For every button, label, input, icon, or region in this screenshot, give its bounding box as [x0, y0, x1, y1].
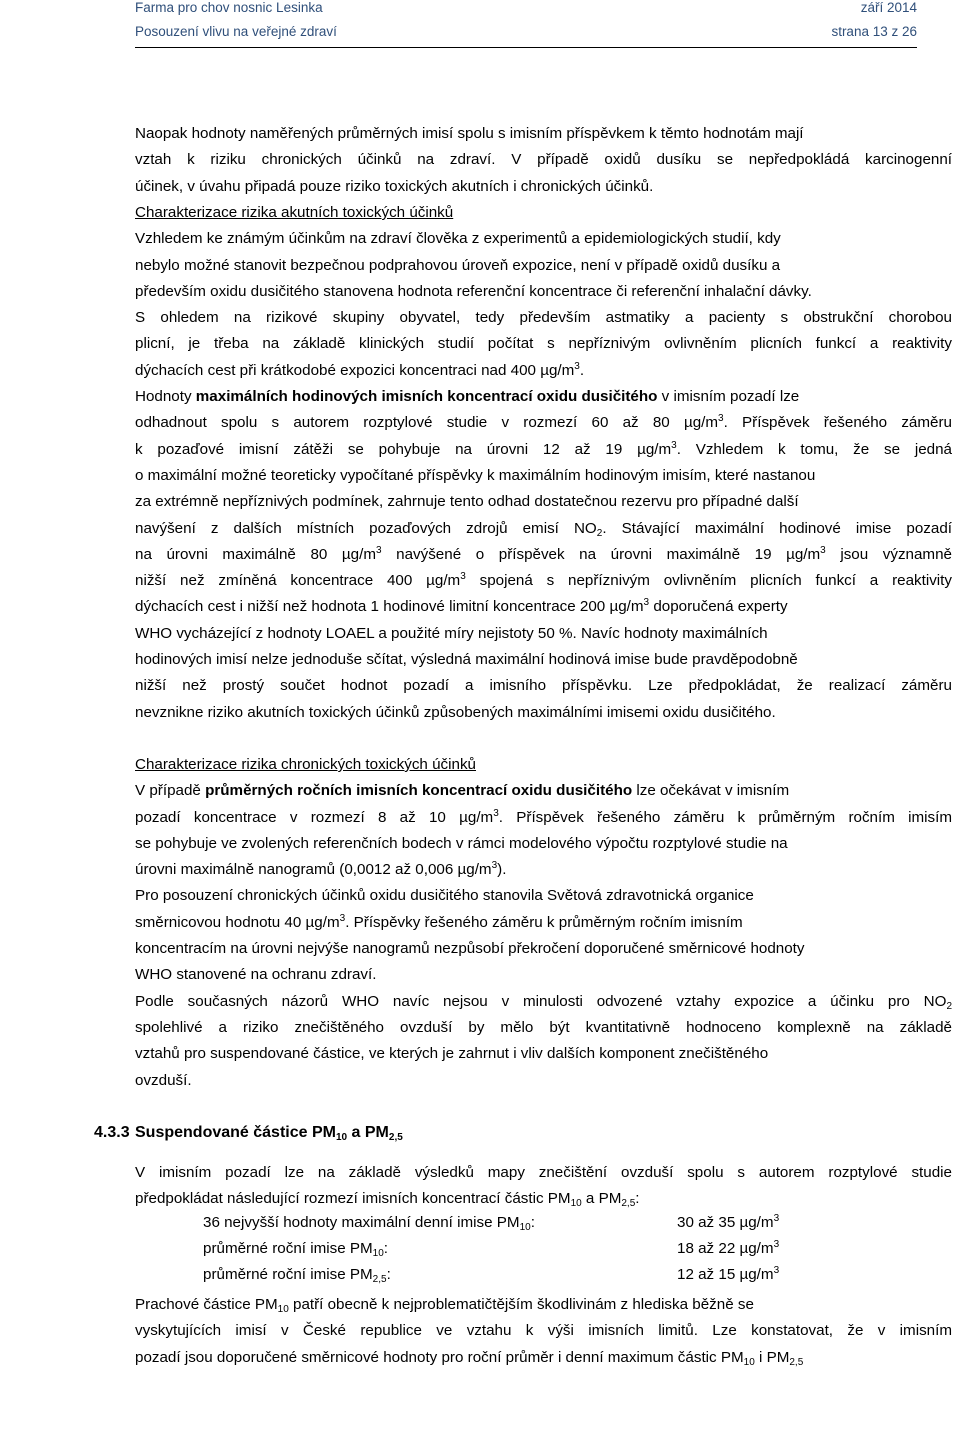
text-line: na úrovni maximálně 80 $\mu g/m^3$ navýšené o příspěvek na úrovni maximálně 19 $\mu g/m^3$ jsou významně [135, 544, 952, 563]
text-line: V případě průměrných ročních imisních koncentrací oxidu dusičitého lze očekávat v imisním [135, 782, 790, 800]
text-line: Podle současných názorů WHO navíc nejsou v minulosti odvozené vztahy expozice a účinku pro $NO_2$ [135, 992, 952, 1012]
page-number: strana 13 z 26 [831, 24, 917, 39]
text-line: odhadnout spolu s autorem rozptylové studie v rozmezí 60 až 80 $\mu g/m^3$. Příspěvek řešeného záměru [135, 413, 952, 432]
text-line: vyskytujících imisí v České republice ve vztahu k výši imisních limitů. Lze konstatovat, že v imisním [135, 1322, 952, 1340]
text-line: za extrémně nepříznivých podmínek, zahrnuje tento odhad dostatečnou rezervu pro případné další [135, 493, 799, 511]
chronic-risk-section [135, 752, 952, 1094]
text-line: WHO vycházející z hodnoty LOAEL a použité míry nejistoty 50 %. Navíc hodnoty maximálních [135, 624, 768, 642]
text-line: Naopak hodnoty naměřených průměrných imisí spolu s imisním příspěvkem k těmto hodnotám mají [135, 125, 804, 142]
acute-risk-section [135, 200, 952, 726]
text-line: především oxidu dusičitého stanovena hodnota referenční koncentrace či referenční inhalační dávky. [135, 282, 812, 300]
text-line: koncentracím na úrovni nejvýše nanogramů nezpůsobí překročení doporučené směrnicové hodnoty [135, 940, 805, 958]
text-line: k pozaďové imisní zátěži se pohybuje na úrovni 12 až 19 $\mu g/m^3$. Vzhledem k tomu, že se jedná [135, 439, 952, 458]
text-line: S ohledem na rizikové skupiny obyvatel, tedy především astmatiky a pacienty s obstrukční chorobou [135, 309, 952, 327]
document-title: Farma pro chov nosnic Lesinka [135, 0, 323, 15]
text-line: Pro posouzení chronických účinků oxidu dusičitého stanovila Světová zdravotnická organice [135, 887, 754, 905]
running-header-top [135, 0, 917, 15]
text-line: vztah k riziku chronických účinků na zdraví. V případě oxidů dusíku se nepředpokládá karcinogenní [135, 151, 952, 169]
text-line: se pohybuje ve zvolených referenčních bodech v rámci modelového výpočtu rozptylové studie na [135, 834, 788, 852]
document-date: září 2014 [860, 0, 917, 15]
text-line: směrnicovou hodnotu 40 $\mu g/m^3$. Příspěvky řešeného záměru k průměrným ročním imisním [135, 912, 743, 931]
list-item-value: 18 až 22 $\mu g/m^3$ [677, 1239, 780, 1257]
text-line: nebylo možné stanovit bezpečnou podprahovou úroveň expozice, není v případě oxidů dusíku a [135, 256, 781, 274]
text-line: pozadí koncentrace v rozmezí 8 až 10 $\mu g/m^3$. Příspěvek řešeného záměru k průměrným ročním imisím [135, 807, 952, 826]
text-line: Hodnoty maximálních hodinových imisních koncentrací oxidu dusičitého v imisním pozadí lze [135, 388, 800, 406]
list-item-value: 12 až 15 $\mu g/m^3$ [677, 1265, 780, 1283]
text-line: úrovni maximálně nanogramů (0,0012 až 0,006 $\mu g/m^3$). [135, 860, 507, 879]
text-line: WHO stanovené na ochranu zdraví. [135, 966, 377, 984]
text-line: nevznikne riziko akutních toxických účinků způsobených maximálními imisemi oxidu dusičitého. [135, 703, 776, 721]
text-line: spolehlivé a riziko znečištěného ovzduší by mělo být kvantitativně hodnoceno komplexně na základě [135, 1018, 952, 1036]
text-line: hodinových imisí nelze jednoduše sčítat, výsledná maximální hodinová imise bude pravděpodobně [135, 651, 798, 669]
list-item-label: průměrné roční imise $PM_{10}$: [203, 1240, 389, 1259]
pm-intro-paragraph [135, 1160, 952, 1213]
section-number: 4.3.3 [94, 1124, 130, 1141]
list-item-label: 36 nejvyšší hodnoty maximální denní imise $PM_{10}$: [203, 1214, 535, 1233]
text-line: navýšení z dalších místních pozaďových zdrojů emisí $NO_2$. Stávající maximální hodinové imise pozadí [135, 519, 953, 539]
text-line: pozadí jsou doporučené směrnicové hodnoty pro roční průměr i denní maximum částic $PM_{10}$ i $PM_{2,5}$ [135, 1348, 804, 1368]
text-line: Prachové částice $PM_{10}$ patří obecně k nejproblematičtějším škodlivinám z hlediska běžně se [135, 1296, 754, 1315]
text-line: dýchacích cest i nižší než hodnota 1 hodinové limitní koncentrace 200 $\mu g/m^3$ doporučená experty [135, 597, 788, 616]
text-line: Vzhledem ke známým účinkům na zdraví člověka z experimentů a epidemiologických studií, kdy [135, 230, 781, 248]
document-subtitle: Posouzení vlivu na veřejné zdraví [135, 24, 337, 39]
acute-heading: Charakterizace rizika akutních toxických účinků [135, 204, 454, 221]
header-rule [135, 47, 917, 48]
text-line: účinek, v úvahu připadá pouze riziko toxických akutních i chronických účinků. [135, 177, 654, 195]
list-item-value: 30 až 35 $\mu g/m^3$ [677, 1213, 780, 1231]
text-line: nižší než prostý součet hodnot pozadí a imisního příspěvku. Lze předpokládat, že realizací záměru [135, 677, 952, 695]
intro-paragraph [135, 121, 952, 200]
section-title: Suspendované částice $PM_{10}$ a $PM_{2,5}$ [135, 1124, 403, 1143]
pm-closing-paragraph [135, 1292, 952, 1371]
text-line: plicní, je třeba na základě klinických studií počítat s nepříznivým ovlivněním plicních funkcí a reaktivity [135, 335, 952, 353]
text-line: o maximální možné teoreticky vypočítané příspěvky k maximálním hodinovým imisím, které nastanou [135, 466, 816, 484]
text-line: ovzduší. [135, 1071, 192, 1089]
text-line: dýchacích cest při krátkodobé expozici koncentraci nad 400 $\mu g/m^3$. [135, 360, 585, 379]
list-item-label: průměrné roční imise $PM_{2,5}$: [203, 1266, 391, 1285]
chronic-heading: Charakterizace rizika chronických toxických účinků [135, 756, 476, 773]
text-line: V imisním pozadí lze na základě výsledků mapy znečištění ovzduší spolu s autorem rozptylové studie [135, 1164, 952, 1181]
text-line: vztahů pro suspendované částice, ve kterých je zahrnut i vliv dalších komponent znečištěného [135, 1045, 769, 1063]
text-line: předpokládat následující rozmezí imisních koncentrací částic $PM_{10}$ a $PM_{2,5}$: [135, 1190, 640, 1210]
running-header-bottom [135, 24, 917, 39]
text-line: nižší než zmíněná koncentrace 400 $\mu g/m^3$ spojená s nepříznivým ovlivněním plicních funkcí a reaktivity [135, 571, 952, 590]
